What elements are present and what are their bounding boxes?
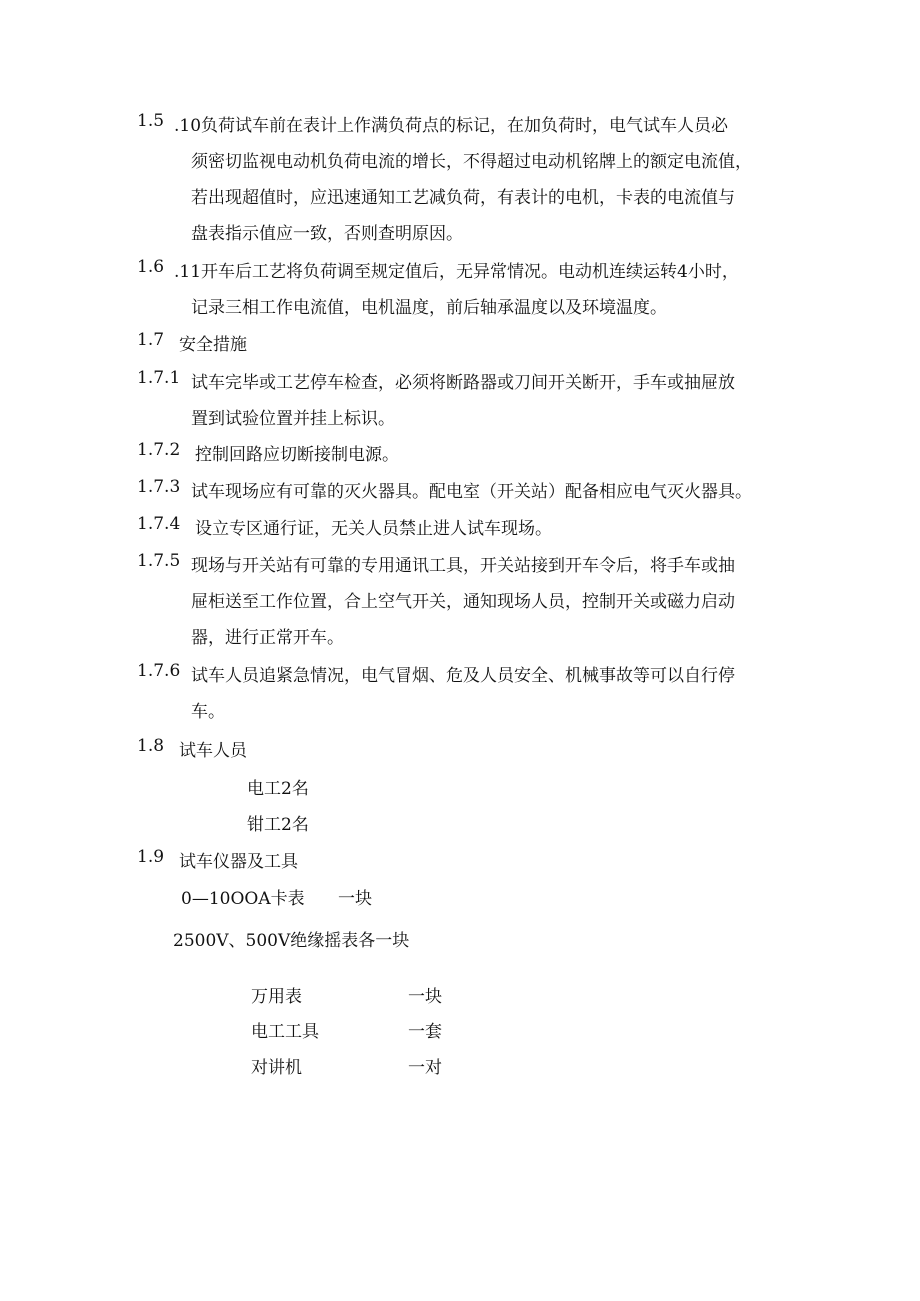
section-text-line: .10负荷试车前在表计上作满负荷点的标记，在加负荷时，电气试车人员必 (174, 116, 729, 136)
section-title: 试车仪器及工具 (179, 852, 298, 872)
tool-entry: 2500V、500V绝缘摇表各一块 (173, 931, 410, 951)
section-number: 1.5 (137, 111, 165, 131)
section-number: 1.8 (137, 736, 165, 756)
section-text-line: 记录三相工作电流值，电机温度，前后轴承温度以及环境温度。 (191, 298, 667, 318)
section-text-line: .11开车后工艺将负荷调至规定值后，无异常情况。电动机连续运转4小时， (174, 262, 739, 282)
section-title: 试车人员 (179, 741, 247, 761)
section-text-line: 试车完毕或工艺停车检查，必须将断路器或刀间开关断开，手车或抽屉放 (191, 373, 735, 393)
section-number: 1.6 (137, 257, 165, 277)
section-text-line: 设立专区通行证，无关人员禁止进人试车现场。 (195, 519, 552, 539)
section-title: 安全措施 (179, 335, 247, 355)
tool-name: 0—10OOA卡表 (181, 889, 305, 909)
section-number: 1.7.6 (137, 661, 181, 681)
tool-quantity: 一块 (408, 987, 442, 1007)
section-text-line: 控制回路应切断接制电源。 (195, 445, 399, 465)
tool-quantity: 一套 (408, 1022, 442, 1042)
section-text-line: 置到试验位置并挂上标识。 (191, 409, 395, 429)
section-text-line: 现场与开关站有可靠的专用通讯工具，开关站接到开车令后，将手车或抽 (191, 556, 735, 576)
section-text-line: 屉柜送至工作位置，合上空气开关，通知现场人员，控制开关或磁力启动 (191, 592, 735, 612)
tool-name: 万用表 (251, 987, 302, 1007)
staff-entry: 电工2名 (247, 779, 309, 799)
section-number: 1.7.1 (137, 368, 181, 388)
section-number: 1.7 (137, 330, 165, 350)
section-text-line: 盘表指示值应一致，否则查明原因。 (191, 224, 463, 244)
tool-quantity: 一对 (408, 1058, 442, 1078)
tool-name: 对讲机 (251, 1058, 302, 1078)
section-number: 1.7.4 (137, 514, 181, 534)
section-number: 1.7.3 (137, 477, 181, 497)
section-number: 1.7.2 (137, 440, 181, 460)
section-text-line: 若出现超值时，应迅速通知工艺减负荷，有表计的电机，卡表的电流值与 (191, 188, 735, 208)
section-text-line: 试车人员追紧急情况，电气冒烟、危及人员安全、机械事故等可以自行停 (191, 666, 735, 686)
tool-name: 电工工具 (251, 1022, 319, 1042)
section-number: 1.9 (137, 847, 165, 867)
section-number: 1.7.5 (137, 551, 181, 571)
staff-entry: 钳工2名 (247, 815, 309, 835)
section-text-line: 试车现场应有可靠的灭火器具。配电室（开关站）配备相应电气灭火器具。 (191, 482, 752, 502)
section-text-line: 须密切监视电动机负荷电流的增长，不得超过电动机铭牌上的额定电流值， (191, 152, 752, 172)
tool-quantity: 一块 (338, 889, 372, 909)
section-text-line: 器，进行正常开车。 (191, 628, 344, 648)
section-text-line: 车。 (191, 702, 225, 722)
